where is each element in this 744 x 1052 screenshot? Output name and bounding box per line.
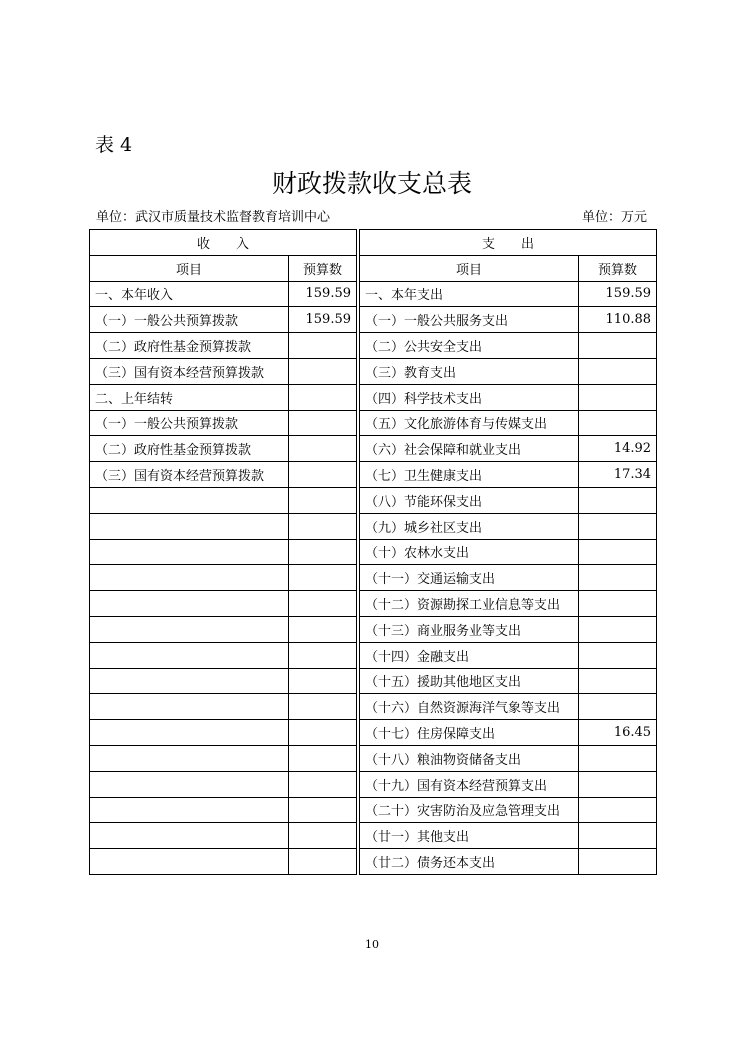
income-section-header: 收 入 — [90, 230, 357, 256]
income-item-cell: （三）国有资本经营预算拨款 — [90, 462, 289, 488]
table-row — [90, 797, 657, 823]
income-value-cell — [289, 720, 357, 746]
unit-organization: 单位：武汉市质量技术监督教育培训中心 — [96, 210, 331, 225]
table-row — [90, 539, 657, 565]
expense-item-cell: （廿二）债务还本支出 — [360, 849, 579, 875]
income-item-cell: 一、本年收入 — [90, 281, 289, 307]
income-value-cell — [289, 642, 357, 668]
income-item-cell — [90, 771, 289, 797]
expense-value-cell: 16.45 — [579, 720, 657, 746]
expense-item-header: 项目 — [360, 255, 579, 281]
expense-item-cell: （十五）援助其他地区支出 — [360, 668, 579, 694]
table-row — [90, 849, 657, 875]
expense-value-cell: 14.92 — [579, 436, 657, 462]
expense-value-cell — [579, 616, 657, 642]
expense-budget-header: 预算数 — [579, 255, 657, 281]
income-item-cell — [90, 642, 289, 668]
table-row — [90, 720, 657, 746]
expense-item-cell: （一）一般公共服务支出 — [360, 307, 579, 333]
expense-item-cell: （十）农林水支出 — [360, 539, 579, 565]
expense-item-cell: （十一）交通运输支出 — [360, 565, 579, 591]
income-value-cell — [289, 565, 357, 591]
expense-item-cell: （十二）资源勘探工业信息等支出 — [360, 591, 579, 617]
table-row — [90, 591, 657, 617]
table-row — [90, 281, 657, 307]
expense-item-cell: （十九）国有资本经营预算支出 — [360, 771, 579, 797]
income-item-cell — [90, 668, 289, 694]
page-title: 财政拨款收支总表 — [271, 169, 472, 198]
income-item-cell — [90, 565, 289, 591]
income-value-cell — [289, 849, 357, 875]
table-row — [90, 565, 657, 591]
table-row — [90, 616, 657, 642]
table-row — [90, 745, 657, 771]
income-item-cell: （二）政府性基金预算拨款 — [90, 436, 289, 462]
income-item-cell — [90, 694, 289, 720]
table-row — [90, 771, 657, 797]
income-value-cell — [289, 539, 357, 565]
income-item-cell — [90, 720, 289, 746]
income-value-cell — [289, 487, 357, 513]
expense-item-cell: （十四）金融支出 — [360, 642, 579, 668]
expense-value-cell: 17.34 — [579, 462, 657, 488]
expense-value-cell — [579, 333, 657, 359]
income-value-cell — [289, 823, 357, 849]
income-value-cell — [289, 513, 357, 539]
table-row — [90, 333, 657, 359]
page-number: 10 — [365, 938, 379, 951]
expense-item-cell: （五）文化旅游体育与传媒支出 — [360, 410, 579, 436]
expense-value-cell — [579, 539, 657, 565]
budget-summary-table — [89, 229, 657, 875]
table-body — [90, 281, 657, 874]
expense-item-cell: （十三）商业服务业等支出 — [360, 616, 579, 642]
expense-item-cell: （四）科学技术支出 — [360, 384, 579, 410]
income-value-cell — [289, 384, 357, 410]
expense-value-cell — [579, 358, 657, 384]
expense-item-cell: （八）节能环保支出 — [360, 487, 579, 513]
income-item-cell — [90, 823, 289, 849]
income-value-cell — [289, 771, 357, 797]
table-row — [90, 694, 657, 720]
expense-value-cell: 159.59 — [579, 281, 657, 307]
expense-value-cell — [579, 771, 657, 797]
expense-item-cell: 一、本年支出 — [360, 281, 579, 307]
table-row — [90, 668, 657, 694]
income-budget-header: 预算数 — [289, 255, 357, 281]
expense-item-cell: （十八）粮油物资储备支出 — [360, 745, 579, 771]
expense-value-cell — [579, 410, 657, 436]
income-item-cell: （一）一般公共预算拨款 — [90, 410, 289, 436]
unit-currency: 单位：万元 — [582, 210, 648, 225]
table-row — [90, 642, 657, 668]
expense-value-cell — [579, 591, 657, 617]
income-value-cell — [289, 436, 357, 462]
income-item-cell — [90, 487, 289, 513]
expense-value-cell — [579, 823, 657, 849]
expense-item-cell: （十七）住房保障支出 — [360, 720, 579, 746]
table-row — [90, 410, 657, 436]
income-value-cell — [289, 694, 357, 720]
expense-item-cell: （十六）自然资源海洋气象等支出 — [360, 694, 579, 720]
expense-value-cell: 110.88 — [579, 307, 657, 333]
expense-value-cell — [579, 668, 657, 694]
income-value-cell — [289, 668, 357, 694]
income-item-cell — [90, 591, 289, 617]
expense-value-cell — [579, 797, 657, 823]
income-item-cell — [90, 616, 289, 642]
income-item-header: 项目 — [90, 255, 289, 281]
income-item-cell: （二）政府性基金预算拨款 — [90, 333, 289, 359]
expense-item-cell: （二十）灾害防治及应急管理支出 — [360, 797, 579, 823]
income-item-cell — [90, 745, 289, 771]
income-value-cell — [289, 591, 357, 617]
table-row — [90, 358, 657, 384]
income-item-cell: 二、上年结转 — [90, 384, 289, 410]
table-row — [90, 823, 657, 849]
expense-item-cell: （廿一）其他支出 — [360, 823, 579, 849]
table-row — [90, 307, 657, 333]
table-label: 表 4 — [95, 134, 133, 156]
expense-section-header: 支 出 — [360, 230, 657, 256]
expense-value-cell — [579, 849, 657, 875]
income-value-cell: 159.59 — [289, 307, 357, 333]
income-value-cell — [289, 333, 357, 359]
expense-value-cell — [579, 487, 657, 513]
section-header-row — [90, 230, 657, 256]
income-value-cell — [289, 616, 357, 642]
income-item-cell: （一）一般公共预算拨款 — [90, 307, 289, 333]
income-item-cell — [90, 849, 289, 875]
expense-value-cell — [579, 745, 657, 771]
expense-value-cell — [579, 642, 657, 668]
income-item-cell — [90, 797, 289, 823]
expense-item-cell: （三）教育支出 — [360, 358, 579, 384]
table-row — [90, 487, 657, 513]
income-item-cell: （三）国有资本经营预算拨款 — [90, 358, 289, 384]
income-value-cell: 159.59 — [289, 281, 357, 307]
table-row — [90, 384, 657, 410]
expense-item-cell: （九）城乡社区支出 — [360, 513, 579, 539]
income-value-cell — [289, 358, 357, 384]
column-header-row — [90, 255, 657, 281]
expense-value-cell — [579, 384, 657, 410]
table-row — [90, 462, 657, 488]
income-value-cell — [289, 745, 357, 771]
income-item-cell — [90, 539, 289, 565]
expense-value-cell — [579, 513, 657, 539]
table-row — [90, 436, 657, 462]
expense-item-cell: （六）社会保障和就业支出 — [360, 436, 579, 462]
expense-item-cell: （七）卫生健康支出 — [360, 462, 579, 488]
income-value-cell — [289, 462, 357, 488]
income-value-cell — [289, 410, 357, 436]
expense-value-cell — [579, 565, 657, 591]
expense-value-cell — [579, 694, 657, 720]
table-row — [90, 513, 657, 539]
income-item-cell — [90, 513, 289, 539]
expense-item-cell: （二）公共安全支出 — [360, 333, 579, 359]
income-value-cell — [289, 797, 357, 823]
